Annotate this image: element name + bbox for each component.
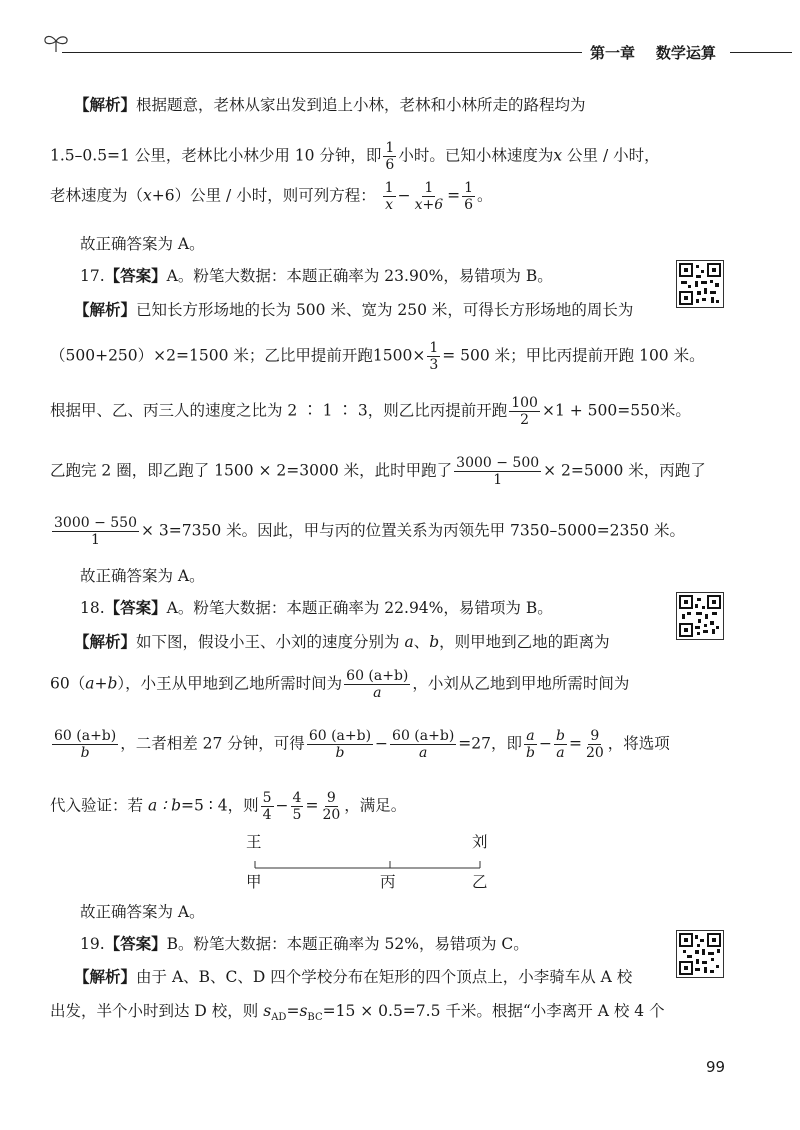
answer-tag: 【答案】: [104, 934, 167, 953]
text: ，将选项: [607, 734, 670, 753]
expression: a+b: [85, 674, 118, 693]
p18-line-2: [50, 668, 629, 701]
subscript: BC: [307, 1012, 323, 1024]
numerator: 4: [292, 790, 302, 806]
operator: =: [568, 734, 582, 753]
text: ，满足。: [344, 796, 407, 815]
p19-line-2: [50, 1001, 665, 1028]
denominator: x: [385, 197, 394, 213]
numerator: 1: [424, 180, 434, 196]
numerator: 5: [262, 790, 272, 806]
question-number: 18.: [80, 599, 105, 617]
denominator: a: [373, 685, 382, 701]
qr-code-icon[interactable]: [676, 592, 724, 640]
text: +6）公里 / 小时，则可列方程：: [151, 186, 376, 205]
p17-answer: [80, 266, 553, 286]
text: （500+250）×2=1500 米；乙比甲提前开跑1500×: [50, 346, 426, 365]
page-number: 99: [706, 1058, 726, 1076]
text: =5 ∶ 4，则: [181, 796, 259, 815]
denominator: 20: [322, 807, 341, 823]
fraction: [524, 728, 537, 761]
text: A。粉笔大数据：本题正确率为 23.90%，易错项为 B。: [166, 267, 553, 285]
text: 1.5–0.5=1 公里，老林比小林少用 10 分钟，即: [50, 146, 382, 165]
text: 代入验证：若: [50, 796, 144, 815]
text: 如下图，假设小王、小刘的速度分别为: [136, 633, 400, 651]
numerator: 1: [385, 140, 395, 156]
operator: −: [538, 734, 552, 753]
numerator: 9: [326, 790, 336, 806]
text: =15 × 0.5=7.5 千米。根据“小李离开 A 校 4 个: [322, 1002, 665, 1020]
text: =27，即: [458, 734, 522, 753]
variable: s: [263, 1002, 272, 1020]
p19-line-1: [74, 967, 632, 987]
p18-line-4: [50, 790, 406, 823]
operator: −: [375, 734, 389, 753]
text: ，小刘从乙地到甲地所需时间为: [412, 674, 630, 693]
text: ×1 + 500=550米。: [541, 401, 691, 420]
chapter-title: [590, 42, 716, 63]
operator: =: [286, 1002, 300, 1020]
denominator: 2: [520, 412, 530, 428]
p18-line-1: [74, 632, 610, 652]
label-liu: 刘: [472, 833, 488, 851]
denominator: x+6: [414, 197, 444, 213]
text: 乙跑完 2 圈，即乙跑了 1500 × 2=3000 米，此时甲跑了: [50, 461, 453, 480]
analysis-tag: 【解析】: [74, 967, 137, 986]
text: 、: [413, 633, 430, 651]
p18-answer: [80, 598, 553, 618]
numerator: 1: [429, 340, 439, 356]
text: × 2=5000 米，丙跑了: [543, 461, 706, 480]
question-number: 17.: [80, 267, 105, 285]
fraction: [261, 790, 274, 823]
numerator: 60 (a+b): [308, 728, 372, 744]
numerator: a: [526, 728, 535, 744]
denominator: 20: [585, 745, 604, 761]
fraction: [462, 180, 475, 213]
fraction: [427, 340, 440, 373]
text: 公里 / 小时，: [567, 146, 660, 165]
text: = 500 米；甲比丙提前开跑 100 米。: [442, 346, 705, 365]
p17-line-1: [74, 300, 633, 320]
fraction: [413, 180, 446, 213]
section-label: 数学运算: [655, 44, 716, 62]
p18-conclusion: 故正确答案为 A。: [80, 903, 205, 921]
answer-tag: 【答案】: [104, 598, 167, 617]
numerator: 1: [464, 180, 474, 196]
qr-code-icon[interactable]: [676, 260, 724, 308]
analysis-tag: 【解析】: [74, 95, 137, 114]
text: A。粉笔大数据：本题正确率为 22.94%，易错项为 B。: [166, 599, 553, 617]
fraction: [307, 728, 373, 761]
fraction: [554, 728, 567, 761]
label-bing: 丙: [380, 873, 396, 891]
denominator: 6: [464, 197, 474, 213]
text: 60（: [50, 674, 86, 693]
distance-line: [240, 858, 500, 872]
denominator: 1: [91, 532, 100, 548]
text: ，二者相差 27 分钟，可得: [120, 734, 305, 753]
p17-line-3: [50, 395, 691, 428]
denominator: a: [418, 745, 428, 761]
ratio: a ∶ b: [147, 796, 182, 815]
p17-line-4: [50, 455, 706, 488]
numerator: 9: [590, 728, 600, 744]
denominator: 5: [292, 807, 302, 823]
text: 由于 A、B、C、D 四个学校分布在矩形的四个顶点上，小李骑车从 A 校: [136, 968, 633, 986]
question-number: 19.: [80, 935, 105, 953]
variable: x: [553, 146, 563, 165]
text: B。粉笔大数据：本题正确率为 52%，易错项为 C。: [166, 935, 529, 953]
distance-diagram: [240, 832, 500, 892]
text: 已知长方形场地的长为 500 米、宽为 250 米，可得长方形场地的周长为: [136, 301, 634, 319]
fraction: [584, 728, 606, 761]
fraction: [390, 728, 456, 761]
p16-conclusion: 故正确答案为 A。: [80, 235, 205, 253]
qr-code-icon[interactable]: [676, 930, 724, 978]
numerator: 1: [384, 180, 394, 196]
variable: x: [143, 186, 152, 205]
numerator: 60 (a+b): [346, 668, 409, 684]
text: 根据题意，老林从家出发到追上小林，老林和小林所走的路程均为: [136, 96, 586, 114]
denominator: 6: [385, 157, 395, 173]
numerator: 60 (a+b): [54, 728, 117, 744]
p16-line-2: [50, 140, 660, 173]
text: 根据甲、乙、丙三人的速度之比为 2 ∶ 1 ∶ 3，则乙比丙提前开跑: [50, 401, 508, 420]
numerator: 3000 − 500: [456, 455, 540, 471]
denominator: 4: [262, 807, 272, 823]
text: 出发，半个小时到达 D 校，则: [50, 1002, 259, 1020]
variable: s: [299, 1002, 308, 1020]
p18-line-3: [50, 728, 670, 761]
p16-line-3: 老林速度为（x+6）公里 / 小时，则可列方程： $\frac{1}{x}$ − $\frac{1}{x+6}$ = $\frac{1}{6}$ 。: [50, 180, 493, 213]
fraction: [383, 140, 396, 173]
fraction: [383, 180, 396, 213]
fraction: [344, 668, 410, 701]
numerator: 60 (a+b): [392, 728, 455, 744]
fraction: [291, 790, 304, 823]
fraction: [320, 790, 342, 823]
sprout-logo-icon: [42, 32, 70, 54]
fraction: [509, 395, 540, 428]
analysis-tag: 【解析】: [74, 632, 137, 651]
chapter-label: 第一章: [590, 44, 636, 62]
p17-line-2: [50, 340, 705, 373]
p19-answer: [80, 934, 529, 954]
label-yi: 乙: [472, 873, 488, 891]
label-wang: 王: [246, 833, 262, 851]
header-rule-right: [730, 52, 792, 53]
variable: b: [429, 633, 440, 651]
text: 小时。已知小林速度为: [398, 146, 554, 165]
denominator: b: [80, 745, 90, 761]
denominator: b: [526, 745, 535, 761]
variable: a: [404, 633, 414, 651]
subscript: AD: [271, 1012, 287, 1024]
denominator: a: [556, 745, 565, 761]
p16-line-1: [74, 95, 586, 115]
p17-line-5: [50, 515, 685, 548]
text: × 3=7350 米。因此，甲与丙的位置关系为丙领先甲 7350–5000=2350 米。: [140, 521, 686, 540]
fraction: [52, 728, 118, 761]
denominator: 1: [493, 472, 503, 488]
numerator: 100: [511, 395, 538, 411]
operator: =: [305, 796, 319, 815]
fraction: [52, 515, 139, 548]
header-rule-left: [62, 52, 582, 53]
fraction: [454, 455, 541, 488]
label-jia: 甲: [246, 873, 262, 891]
operator: −: [275, 796, 289, 815]
denominator: b: [335, 745, 345, 761]
denominator: 3: [429, 357, 439, 373]
text: 老林速度为（: [50, 186, 144, 205]
text: ），小王从甲地到乙地所需时间为: [117, 674, 343, 693]
text: ，则甲地到乙地的距离为: [439, 633, 610, 651]
numerator: b: [555, 728, 565, 744]
numerator: 3000 − 550: [54, 515, 137, 531]
p17-conclusion: 故正确答案为 A。: [80, 567, 205, 585]
answer-tag: 【答案】: [104, 266, 167, 285]
analysis-tag: 【解析】: [74, 300, 137, 319]
